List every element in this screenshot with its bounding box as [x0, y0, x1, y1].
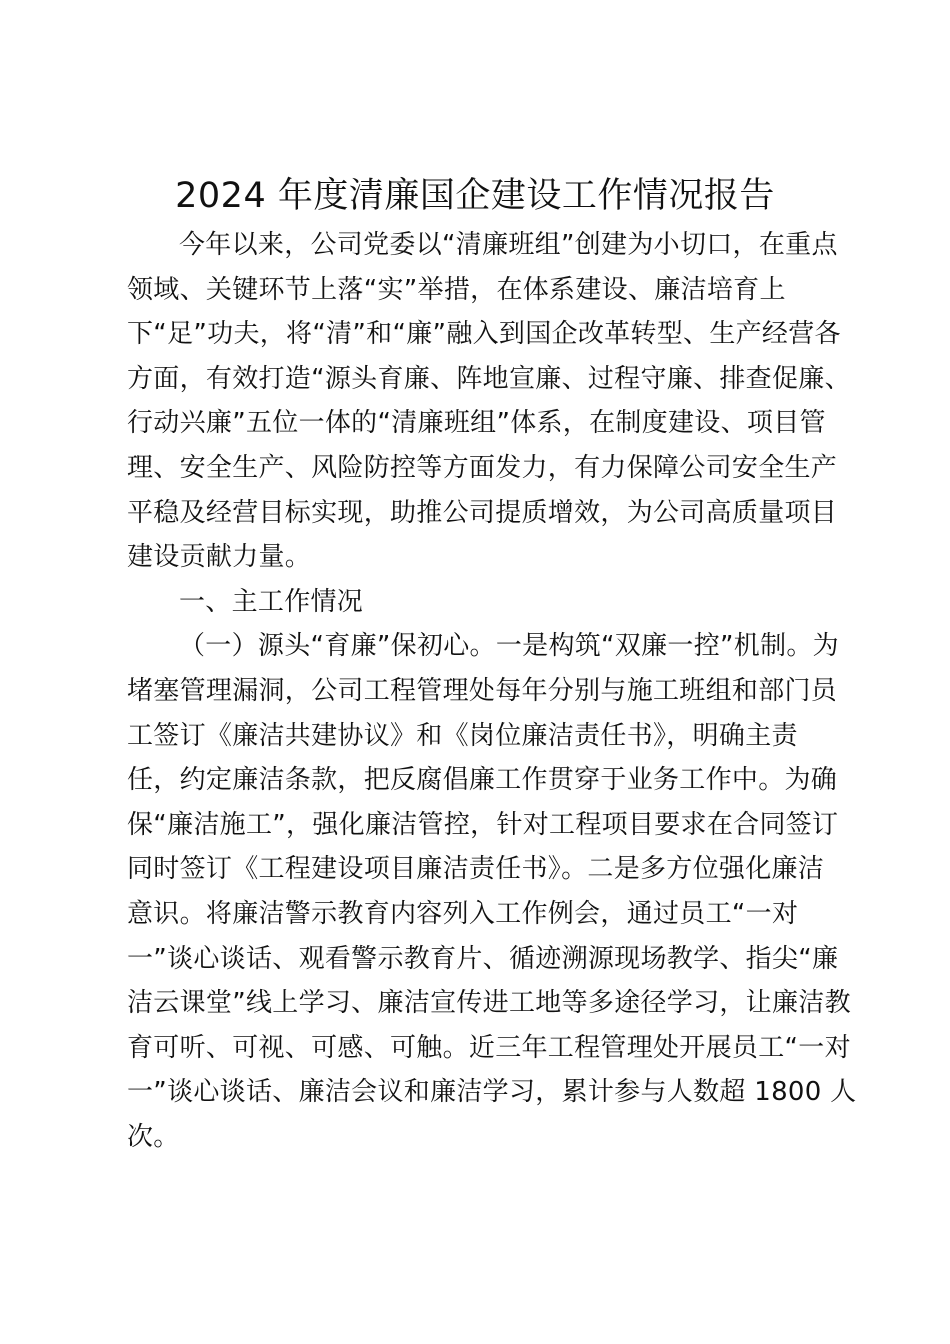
paragraph-line: 建设贡献力量。	[127, 542, 312, 573]
paragraph-line: 行动兴廉”五位一体的“清廉班组”体系，在制度建设、项目管	[127, 408, 826, 439]
paragraph-line: 洁云课堂”线上学习、廉洁宣传进工地等多途径学习，让廉洁教	[127, 988, 851, 1019]
paragraph-line: 领域、关键环节上落“实”举措，在体系建设、廉洁培育上	[127, 274, 786, 305]
paragraph-line: 方面，有效打造“源头育廉、阵地宣廉、过程守廉、排查促廉、	[127, 363, 851, 394]
paragraph-line: 育可听、可视、可感、可触。近三年工程管理处开展员工“一对	[127, 1032, 851, 1063]
paragraph-line: 保“廉洁施工”，强化廉洁管控，针对工程项目要求在合同签订	[127, 809, 839, 840]
paragraph-line: 意识。将廉洁警示教育内容列入工作例会，通过员工“一对	[127, 898, 799, 929]
paragraph-line: 任，约定廉洁条款，把反腐倡廉工作贯穿于业务工作中。为确	[127, 765, 838, 796]
paragraph-line: 下“足”功夫，将“清”和“廉”融入到国企改革转型、生产经营各	[127, 319, 841, 350]
paragraph-line: 平稳及经营目标实现，助推公司提质增效，为公司高质量项目	[127, 497, 838, 528]
paragraph-line: 次。	[127, 1121, 180, 1152]
paragraph-line: 堵塞管理漏洞，公司工程管理处每年分别与施工班组和部门员	[127, 675, 838, 706]
paragraph-line: 工签订《廉洁共建协议》和《岗位廉洁责任书》，明确主责	[127, 720, 798, 751]
paragraph-line: 同时签订《工程建设项目廉洁责任书》。二是多方位强化廉洁	[127, 854, 825, 885]
paragraph-line: 一”谈心谈话、廉洁会议和廉洁学习，累计参与人数超 1800 人	[127, 1077, 857, 1108]
paragraph-line: （一）源头“育廉”保初心。一是构筑“双廉一控”机制。为	[179, 631, 839, 662]
paragraph-line: 今年以来，公司党委以“清廉班组”创建为小切口，在重点	[179, 230, 838, 260]
document-title: 2024 年度清廉国企建设工作情况报告	[175, 176, 775, 216]
section-heading: 一、主工作情况	[179, 586, 364, 617]
document-body	[127, 223, 857, 1159]
paragraph-line: 理、安全生产、风险防控等方面发力，有力保障公司安全生产	[127, 452, 838, 483]
paragraph-line: 一”谈心谈话、观看警示教育片、循迹溯源现场教学、指尖“廉	[127, 943, 839, 974]
